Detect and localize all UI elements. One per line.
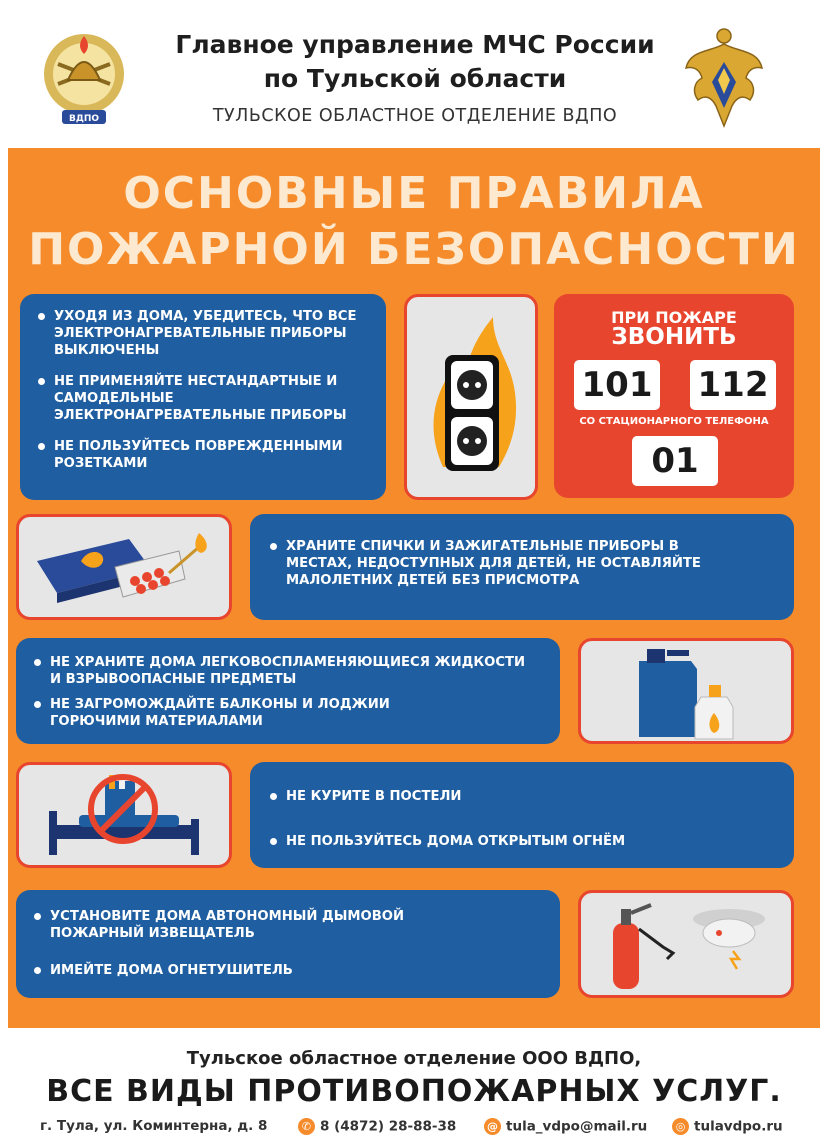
illustration-tile-canister (578, 638, 794, 744)
list-item: НЕ ПРИМЕНЯЙТЕ НЕСТАНДАРТНЫЕ И САМОДЕЛЬНЫЕ ЭЛЕКТРОНАГРЕВАТЕЛЬНЫЕ ПРИБОРЫ (34, 373, 372, 424)
poster-title-line-2: ПОЖАРНОЙ БЕЗОПАСНОСТИ (28, 224, 800, 275)
footer-email[interactable] (484, 1118, 647, 1135)
matches-box-icon (19, 517, 229, 617)
list-item: НЕ КУРИТЕ В ПОСТЕЛИ (266, 788, 778, 805)
phone-number-112: 112 (690, 360, 776, 410)
phone-number-101: 101 (574, 360, 660, 410)
footer-org-name: Тульское областное отделение ООО ВДПО, (186, 1048, 642, 1069)
phone-number-01: 01 (632, 436, 718, 486)
burning-socket-icon (407, 297, 535, 497)
email-icon: @ (484, 1118, 501, 1135)
illustration-tile-extinguisher (578, 890, 794, 998)
footer-services-slogan: ВСЕ ВИДЫ ПРОТИВОПОЖАРНЫХ УСЛУГ. (46, 1074, 782, 1109)
footer-phone[interactable] (298, 1118, 456, 1135)
mchs-double-eagle-emblem-icon (680, 22, 768, 134)
list-item: ХРАНИТЕ СПИЧКИ И ЗАЖИГАТЕЛЬНЫЕ ПРИБОРЫ В МЕСТАХ, НЕДОСТУПНЫХ ДЛЯ ДЕТЕЙ, НЕ ОСТАВЛЯЙТЕ МАЛОЛЕТНИХ ДЕТЕЙ БЕЗ ПРИСМОТРА (266, 538, 706, 589)
list-item: НЕ ПОЛЬЗУЙТЕСЬ ДОМА ОТКРЫТЫМ ОГНЁМ (266, 833, 778, 850)
header-line-1: Главное управление МЧС России (175, 30, 655, 59)
footer-address: г. Тула, ул. Коминтерна, д. 8 (40, 1118, 268, 1134)
phones-label-2: ЗВОНИТЬ (611, 324, 737, 350)
illustration-tile-socket (404, 294, 538, 500)
emergency-phones-box (554, 294, 794, 498)
list-item: УСТАНОВИТЕ ДОМА АВТОНОМНЫЙ ДЫМОВОЙ ПОЖАРНЫЙ ИЗВЕЩАТЕЛЬ (30, 908, 410, 942)
header (0, 0, 828, 145)
illustration-tile-smoking (16, 762, 232, 868)
list-item: НЕ ПОЛЬЗУЙТЕСЬ ПОВРЕЖДЕННЫМИ РОЗЕТКАМИ (34, 438, 372, 472)
header-line-3: ТУЛЬСКОЕ ОБЛАСТНОЕ ОТДЕЛЕНИЕ ВДПО (212, 106, 618, 126)
footer (0, 1032, 828, 1144)
rules-card-detector (16, 890, 560, 998)
footer-phone-text: 8 (4872) 28-88-38 (320, 1118, 457, 1135)
phones-label-1: ПРИ ПОЖАРЕ (611, 308, 737, 327)
illustration-tile-matches (16, 514, 232, 620)
list-item: НЕ ЗАГРОМОЖДАЙТЕ БАЛКОНЫ И ЛОДЖИИ ГОРЮЧИМИ МАТЕРИАЛАМИ (30, 696, 410, 730)
footer-website[interactable] (672, 1118, 783, 1135)
safety-poster (8, 148, 820, 1028)
no-smoking-in-bed-icon (19, 765, 229, 865)
vdpo-fire-helmet-emblem-icon (38, 22, 130, 134)
landline-label: СО СТАЦИОНАРНОГО ТЕЛЕФОНА (579, 416, 769, 427)
footer-website-text: tulavdpo.ru (694, 1118, 783, 1135)
list-item: ИМЕЙТЕ ДОМА ОГНЕТУШИТЕЛЬ (30, 962, 546, 979)
rules-card-matches (250, 514, 794, 620)
header-line-2: по Тульской области (263, 64, 567, 93)
rules-card-electrical (20, 294, 386, 500)
extinguisher-and-smoke-detector-icon (581, 893, 791, 995)
list-item: НЕ ХРАНИТЕ ДОМА ЛЕГКОВОСПЛАМЕНЯЮЩИЕСЯ ЖИДКОСТИ И ВЗРЫВООПАСНЫЕ ПРЕДМЕТЫ (30, 654, 530, 688)
poster-title-line-1: ОСНОВНЫЕ ПРАВИЛА (123, 168, 705, 219)
list-item: УХОДЯ ИЗ ДОМА, УБЕДИТЕСЬ, ЧТО ВСЕ ЭЛЕКТРОНАГРЕВАТЕЛЬНЫЕ ПРИБОРЫ ВЫКЛЮЧЕНЫ (34, 308, 372, 359)
phone-icon: ✆ (298, 1118, 315, 1135)
globe-icon: ◎ (672, 1118, 689, 1135)
fuel-canister-icon (581, 641, 791, 741)
rules-card-smoking (250, 762, 794, 868)
svg-text:ВДПО: ВДПО (68, 114, 100, 124)
rules-card-flammables (16, 638, 560, 744)
footer-email-text: tula_vdpo@mail.ru (506, 1118, 648, 1135)
